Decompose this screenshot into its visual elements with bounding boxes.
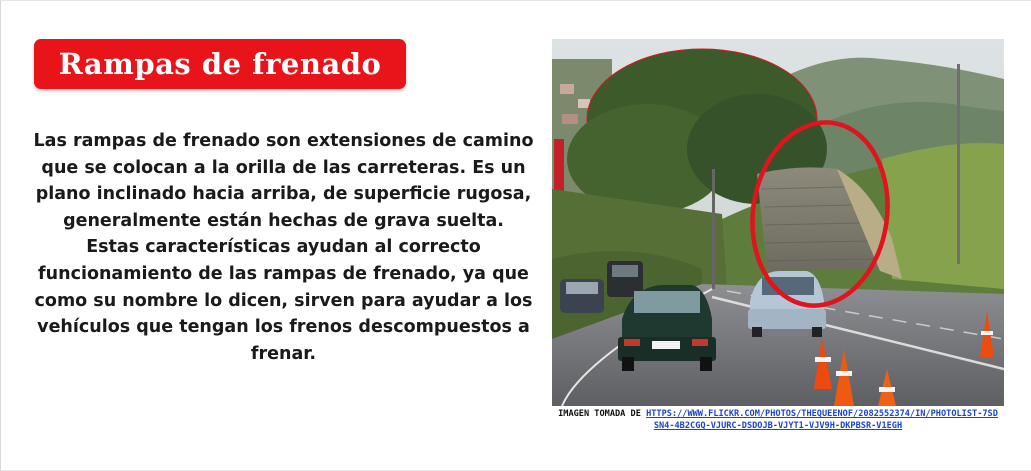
title-badge: [34, 39, 406, 89]
image-credit-link[interactable]: HTTPS://WWW.FLICKR.COM/PHOTOS/THEQUEENOF/2082552374/IN/PHOTOLIST-7SDSN4-4B2CGQ-VJURC-DSDOJB-VJYT1-VJV9H-DKPBSR-V1EGH: [646, 409, 998, 431]
highway-runaway-truck-ramp-photo: [552, 39, 1004, 406]
paragraph-definition: Las rampas de frenado son extensiones de camino que se colocan a la orilla de las carreteras. Es un plano inclinado hacia arriba, de superficie rugosa, generalmente están hechas de grava suelta.: [33, 131, 534, 231]
slide-title: Rampas de frenado: [58, 47, 382, 81]
paragraph-purpose: Estas características ayudan al correcto funcionamiento de las rampas de frenado, ya que como su nombre lo dicen, sirven para ayudar a los vehículos que tengan los frenos descompuestos a frenar.: [34, 237, 533, 364]
body-text: [31, 128, 536, 367]
image-credit-prefix: IMAGEN TOMADA DE: [558, 409, 647, 419]
image-credit: [557, 408, 999, 432]
